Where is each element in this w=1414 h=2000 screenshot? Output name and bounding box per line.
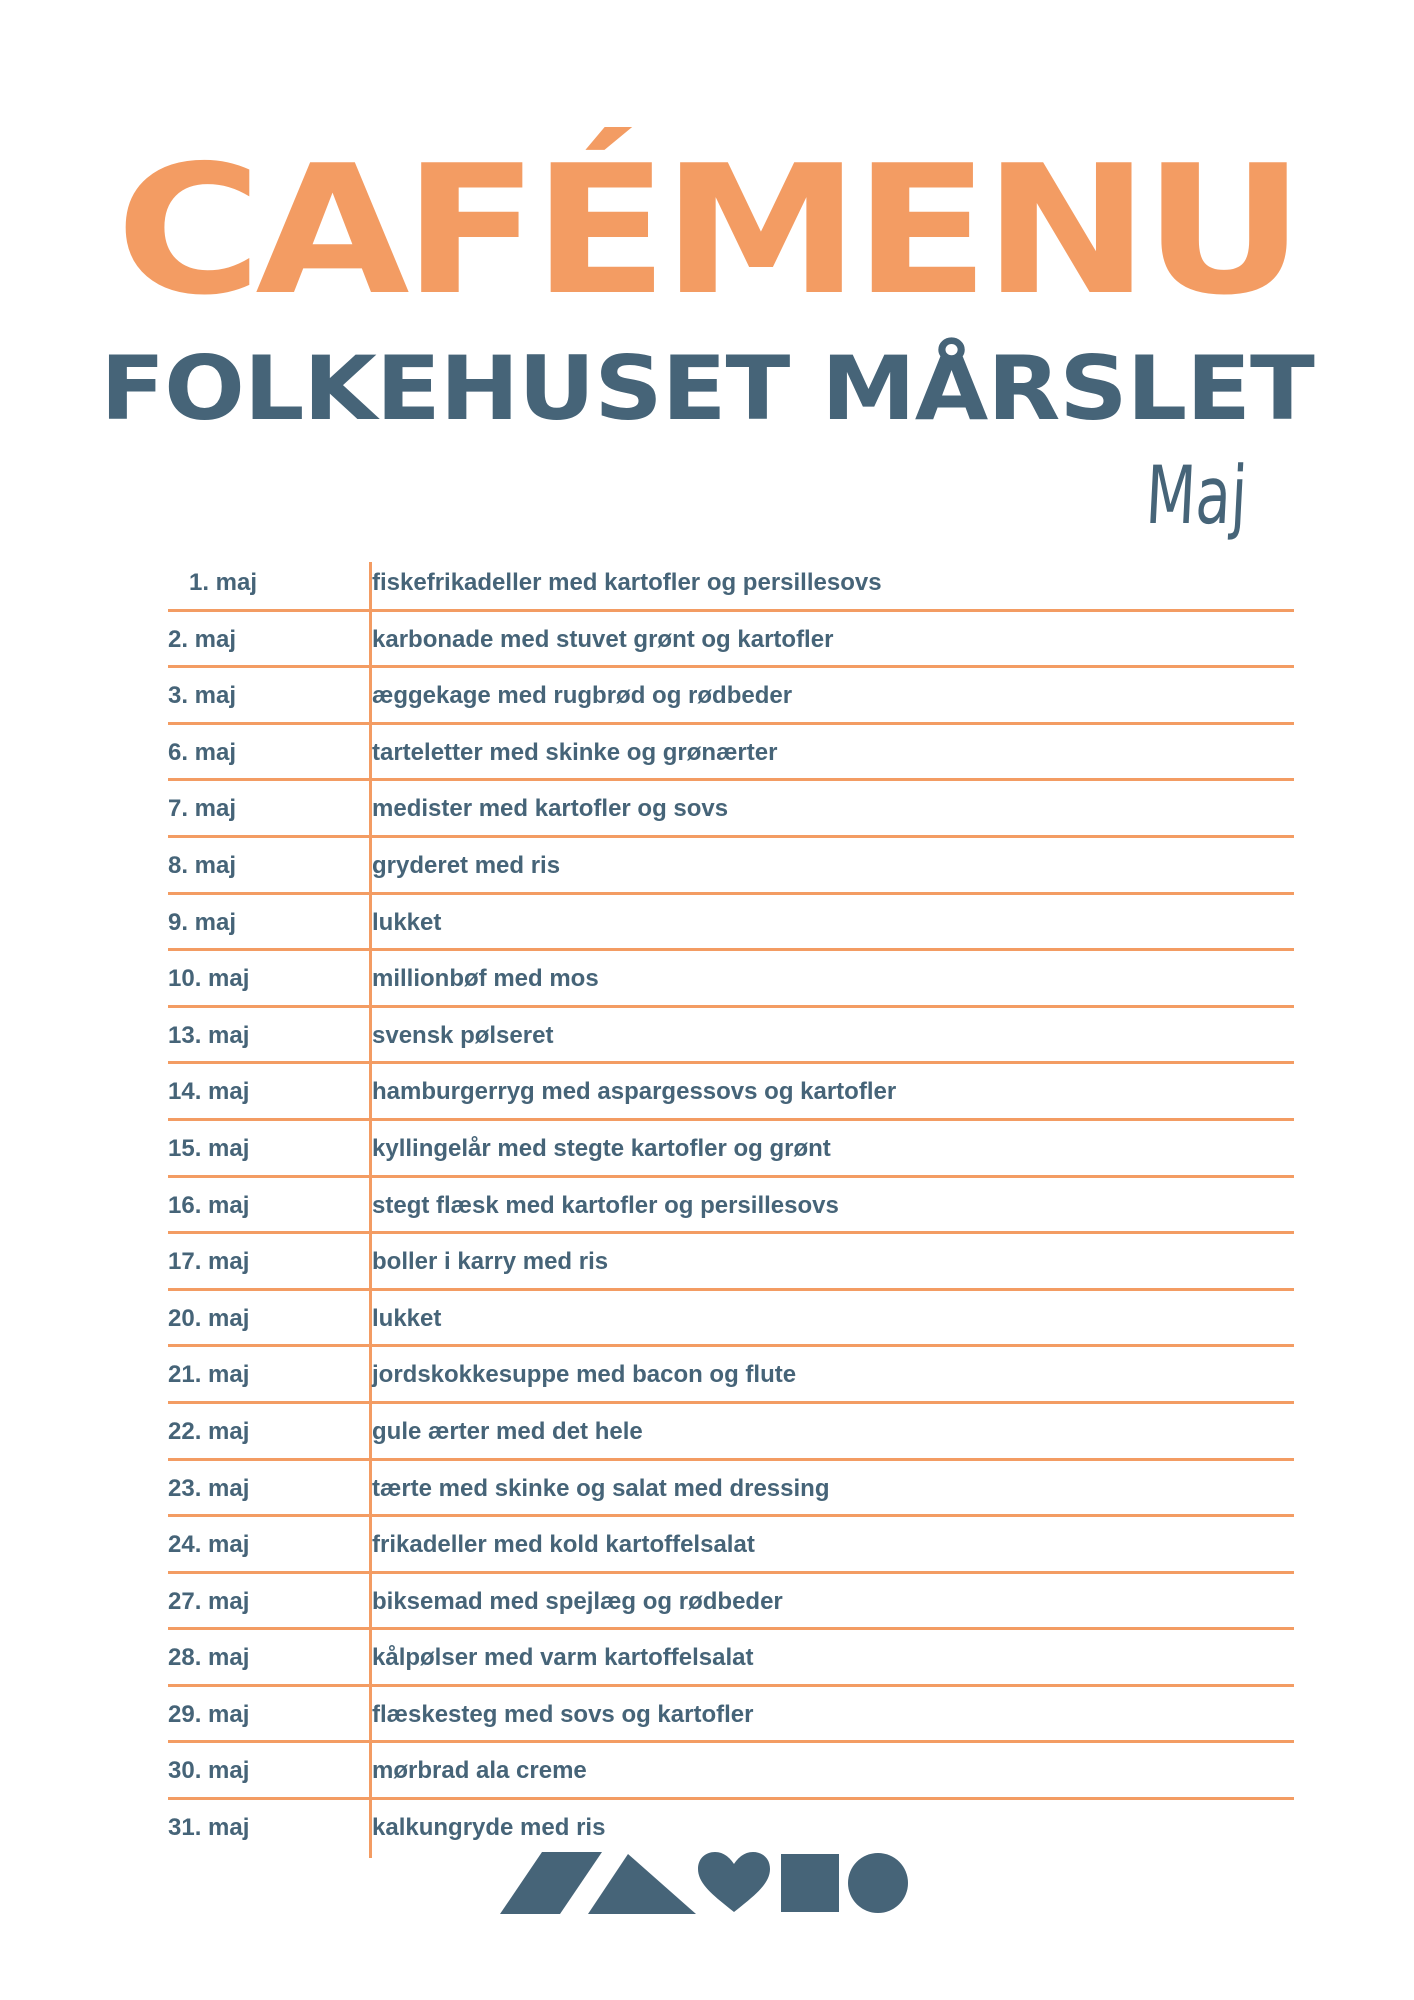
menu-date: 6. maj: [168, 738, 237, 766]
menu-dish: frikadeller med kold kartoffelsalat: [372, 1531, 755, 1559]
menu-date: 7. maj: [168, 795, 237, 823]
menu-dish: kålpølser med varm kartoffelsalat: [372, 1644, 754, 1672]
venue-name: FOLKEHUSET MÅRSLET: [100, 337, 1314, 440]
menu-dish: æggekage med rugbrød og rødbeder: [372, 682, 793, 710]
menu-row: [168, 1234, 1294, 1291]
menu-row: [168, 1121, 1294, 1178]
menu-date: 21. maj: [168, 1361, 250, 1389]
menu-date: 8. maj: [168, 851, 237, 879]
menu-row: [168, 612, 1294, 669]
menu-row: [168, 555, 1294, 612]
menu-date: 30. maj: [168, 1757, 250, 1785]
menu-dish: boller i karry med ris: [372, 1248, 609, 1276]
menu-row: [168, 895, 1294, 952]
square-shape: [781, 1854, 839, 1912]
menu-date: 28. maj: [168, 1644, 250, 1672]
menu-row: [168, 1743, 1294, 1800]
menu-row: [168, 1347, 1294, 1404]
menu-date: 24. maj: [168, 1531, 250, 1559]
menu-row: [168, 1574, 1294, 1631]
menu-row: [168, 781, 1294, 838]
menu-date: 31. maj: [168, 1814, 250, 1842]
menu-row: [168, 1404, 1294, 1461]
menu-dish: gule ærter med det hele: [372, 1417, 643, 1445]
page-title: CAFÉMENU: [115, 127, 1299, 334]
menu-dish: kyllingelår med stegte kartofler og grønt: [372, 1134, 831, 1162]
heart-shape: [698, 1852, 770, 1912]
menu-row: [168, 1008, 1294, 1065]
menu-dish: gryderet med ris: [372, 851, 561, 879]
menu-dish: flæskesteg med sovs og kartofler: [372, 1700, 754, 1728]
menu-date: 13. maj: [168, 1021, 250, 1049]
menu-row: [168, 668, 1294, 725]
parallelogram-shape: [500, 1852, 602, 1914]
circle-shape: [848, 1853, 908, 1913]
menu-dish: karbonade med stuvet grønt og kartofler: [372, 625, 834, 653]
menu-row: [168, 1517, 1294, 1574]
menu-date: 27. maj: [168, 1587, 250, 1615]
menu-dish: svensk pølseret: [372, 1021, 554, 1049]
menu-date: 29. maj: [168, 1700, 250, 1728]
menu-row: [168, 1800, 1294, 1857]
menu-row: [168, 725, 1294, 782]
menu-row: [168, 1291, 1294, 1348]
menu-date: 2. maj: [168, 625, 237, 653]
menu-dish: mørbrad ala creme: [372, 1757, 587, 1785]
menu-dish: medister med kartofler og sovs: [372, 795, 729, 823]
menu-dish: stegt flæsk med kartofler og persillesovs: [372, 1191, 839, 1219]
menu-dish: jordskokkesuppe med bacon og flute: [372, 1361, 797, 1389]
menu-row: [168, 1687, 1294, 1744]
menu-dish: fiskefrikadeller med kartofler og persillesovs: [372, 569, 882, 596]
shapes-logo-icon: [500, 1852, 920, 1914]
menu-row: [168, 1461, 1294, 1518]
menu-row: [168, 1064, 1294, 1121]
menu-date: 9. maj: [168, 908, 237, 936]
menu-dish: lukket: [372, 1304, 442, 1332]
menu-date: 17. maj: [168, 1248, 250, 1276]
menu-dish: millionbøf med mos: [372, 965, 599, 993]
menu-dish: hamburgerryg med aspargessovs og kartofler: [372, 1078, 897, 1106]
menu-date: 3. maj: [168, 682, 237, 710]
menu-date: 22. maj: [168, 1417, 250, 1445]
menu-dish: tarteletter med skinke og grønærter: [372, 738, 778, 766]
menu-date: 15. maj: [168, 1134, 250, 1162]
menu-date: 23. maj: [168, 1474, 250, 1502]
month-label: Maj: [1143, 449, 1250, 542]
triangle-shape: [588, 1854, 696, 1914]
menu-row: [168, 1630, 1294, 1687]
menu-date: 16. maj: [168, 1191, 250, 1219]
menu-row: [168, 1178, 1294, 1235]
menu-dish: tærte med skinke og salat med dressing: [372, 1474, 830, 1502]
menu-row: [168, 951, 1294, 1008]
menu-dish: biksemad med spejlæg og rødbeder: [372, 1587, 783, 1615]
menu-dish: kalkungryde med ris: [372, 1814, 606, 1842]
menu-date: 10. maj: [168, 965, 250, 993]
menu-date: 14. maj: [168, 1078, 250, 1106]
menu-date: 1. maj: [189, 569, 258, 596]
menu-dish: lukket: [372, 908, 442, 936]
menu-date: 20. maj: [168, 1304, 250, 1332]
menu-row: [168, 838, 1294, 895]
menu-table: [168, 555, 1294, 1857]
